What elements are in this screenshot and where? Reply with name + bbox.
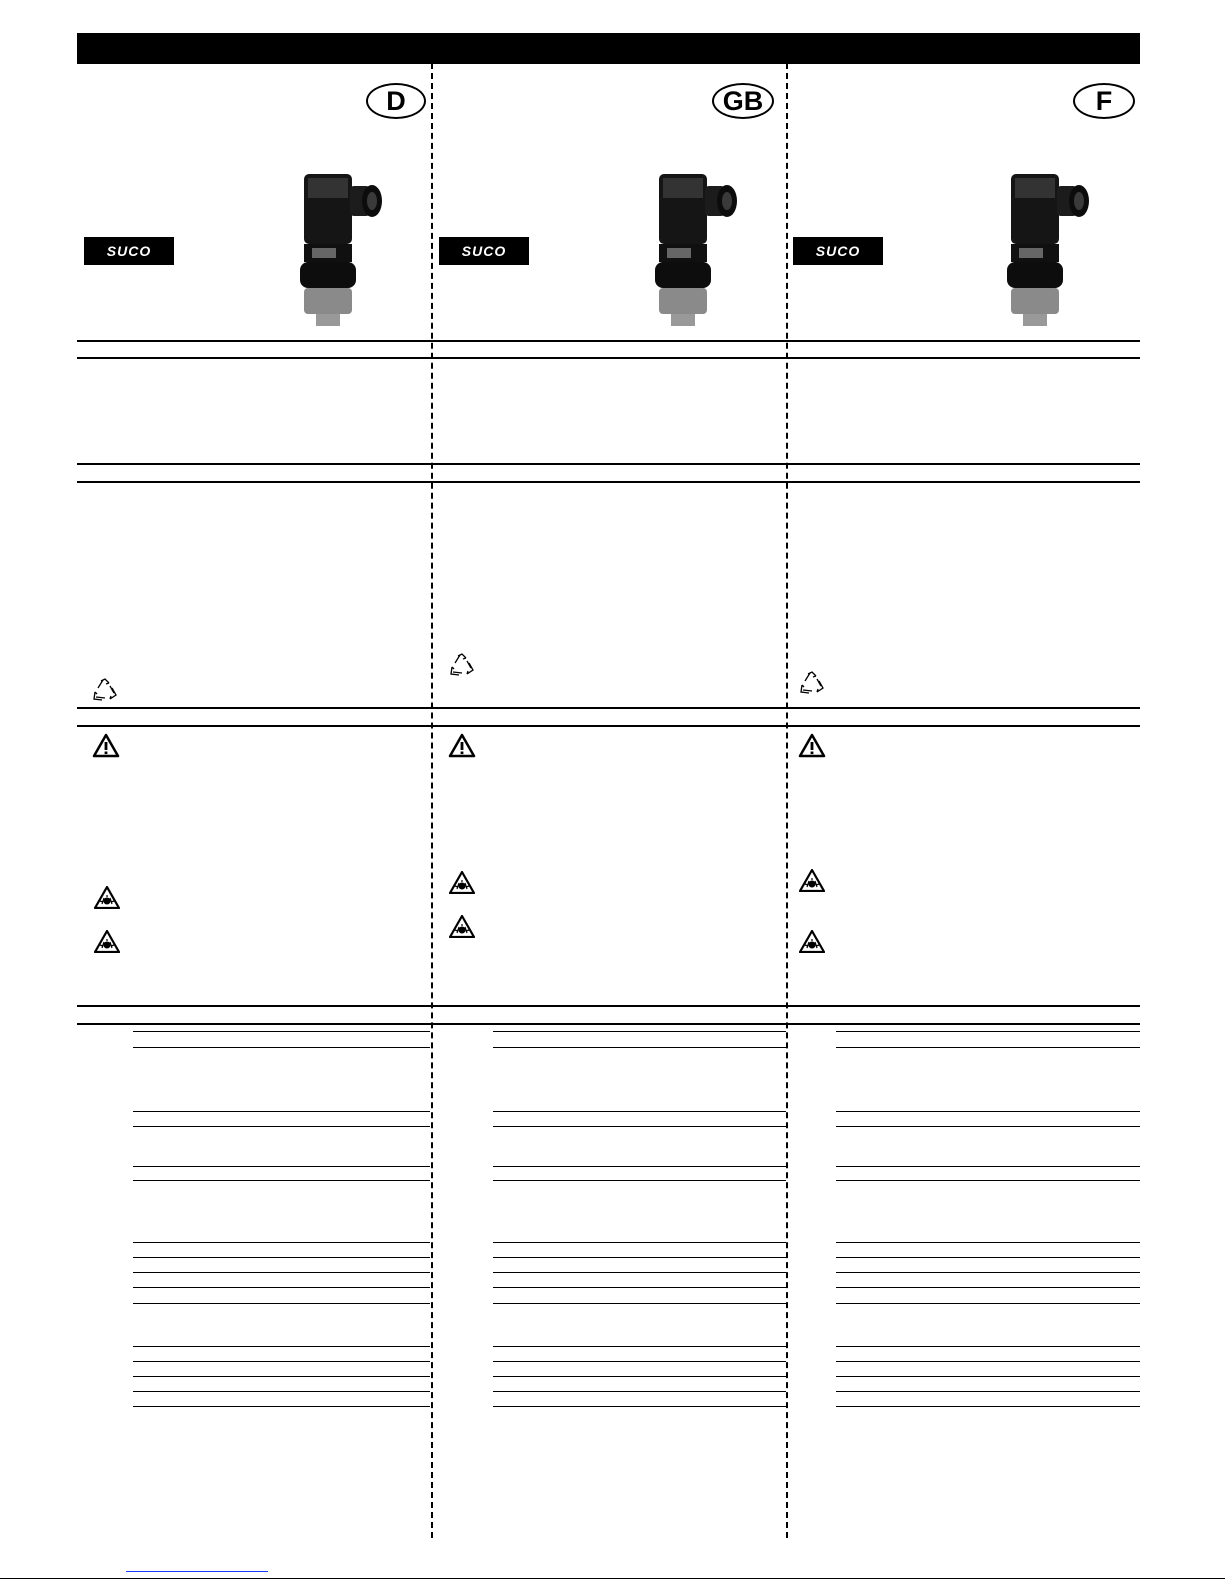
section-rule <box>77 357 1140 359</box>
header-bar <box>77 33 1140 64</box>
recycle-icon <box>90 677 120 703</box>
spec-row-rule <box>493 1391 786 1392</box>
spec-row-rule <box>493 1242 786 1243</box>
language-badge-d: D <box>366 83 426 119</box>
explosion-warning-icon <box>94 930 120 953</box>
spec-row-rule <box>133 1111 430 1112</box>
spec-row-rule <box>493 1361 786 1362</box>
language-badge-f: F <box>1073 83 1135 119</box>
section-rule <box>77 725 1140 727</box>
explosion-warning-icon <box>449 915 475 938</box>
pressure-switch-product-image <box>290 170 400 330</box>
spec-row-rule <box>493 1257 786 1258</box>
spec-row-rule <box>133 1391 430 1392</box>
spec-row-rule <box>133 1346 430 1347</box>
section-rule <box>77 1023 1140 1025</box>
section-rule <box>77 707 1140 709</box>
spec-row-rule <box>836 1346 1140 1347</box>
spec-row-rule <box>836 1242 1140 1243</box>
section-rule <box>77 1005 1140 1007</box>
spec-row-rule <box>836 1391 1140 1392</box>
spec-row-rule <box>836 1303 1140 1304</box>
spec-row-rule <box>493 1180 786 1181</box>
warning-icon <box>92 733 120 758</box>
recycle-icon <box>797 670 827 696</box>
suco-logo: SUCO <box>793 237 883 265</box>
spec-row-rule <box>493 1303 786 1304</box>
spec-row-rule <box>493 1346 786 1347</box>
section-rule <box>77 463 1140 465</box>
warning-icon <box>448 733 476 758</box>
spec-row-rule <box>836 1272 1140 1273</box>
spec-row-rule <box>133 1047 430 1048</box>
spec-row-rule <box>493 1272 786 1273</box>
spec-row-rule <box>133 1242 430 1243</box>
spec-row-rule <box>836 1126 1140 1127</box>
section-rule <box>77 481 1140 483</box>
spec-row-rule <box>133 1180 430 1181</box>
spec-row-rule <box>133 1126 430 1127</box>
spec-row-rule <box>493 1031 786 1032</box>
spec-row-rule <box>133 1361 430 1362</box>
recycle-icon <box>447 652 477 678</box>
spec-row-rule <box>493 1111 786 1112</box>
explosion-warning-icon <box>799 869 825 892</box>
footer-link-underline[interactable] <box>126 1571 268 1572</box>
spec-row-rule <box>493 1047 786 1048</box>
explosion-warning-icon <box>449 871 475 894</box>
column-separator <box>431 33 433 1538</box>
spec-row-rule <box>836 1406 1140 1407</box>
spec-row-rule <box>493 1126 786 1127</box>
spec-row-rule <box>836 1180 1140 1181</box>
spec-row-rule <box>493 1166 786 1167</box>
spec-row-rule <box>836 1166 1140 1167</box>
pressure-switch-product-image <box>645 170 755 330</box>
spec-row-rule <box>836 1376 1140 1377</box>
suco-logo: SUCO <box>439 237 529 265</box>
spec-row-rule <box>493 1287 786 1288</box>
spec-row-rule <box>133 1287 430 1288</box>
spec-row-rule <box>493 1376 786 1377</box>
footer-rule <box>0 1578 1225 1579</box>
column-separator <box>786 33 788 1538</box>
explosion-warning-icon <box>94 886 120 909</box>
spec-row-rule <box>836 1361 1140 1362</box>
language-badge-gb: GB <box>712 83 774 119</box>
spec-row-rule <box>133 1303 430 1304</box>
spec-row-rule <box>133 1257 430 1258</box>
spec-row-rule <box>836 1287 1140 1288</box>
section-rule <box>77 340 1140 342</box>
spec-row-rule <box>133 1406 430 1407</box>
spec-row-rule <box>133 1272 430 1273</box>
spec-row-rule <box>133 1166 430 1167</box>
explosion-warning-icon <box>799 930 825 953</box>
spec-row-rule <box>836 1257 1140 1258</box>
warning-icon <box>798 733 826 758</box>
spec-row-rule <box>836 1111 1140 1112</box>
spec-row-rule <box>836 1031 1140 1032</box>
pressure-switch-product-image <box>997 170 1107 330</box>
spec-row-rule <box>836 1047 1140 1048</box>
spec-row-rule <box>493 1406 786 1407</box>
suco-logo: SUCO <box>84 237 174 265</box>
spec-row-rule <box>133 1031 430 1032</box>
spec-row-rule <box>133 1376 430 1377</box>
